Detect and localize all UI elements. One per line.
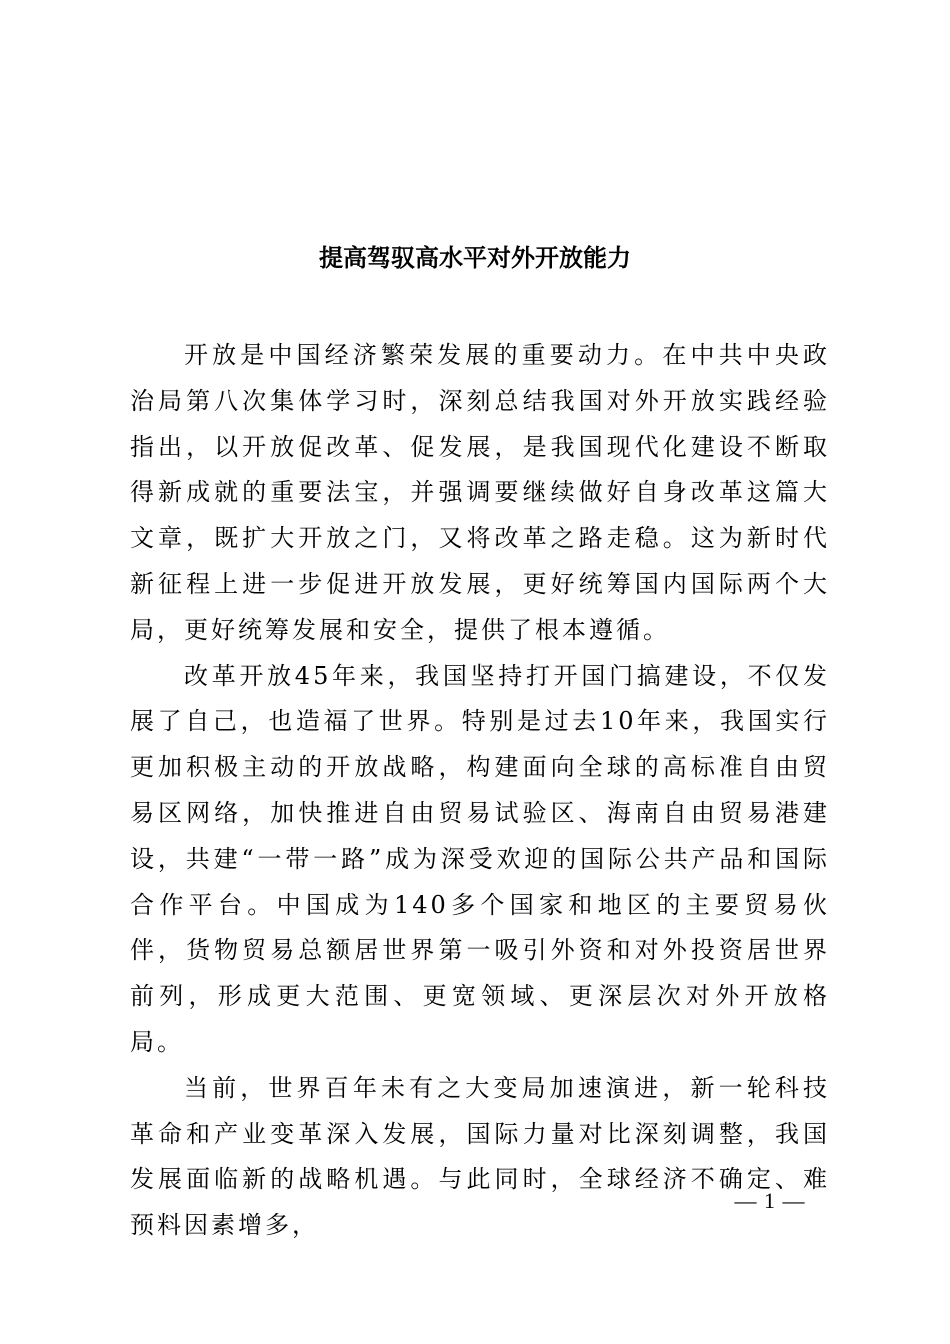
paragraph-2: 改革开放45年来，我国坚持打开国门搞建设，不仅发展了自己，也造福了世界。特别是过去10年来，我国实行更加积极主动的开放战略，构建面向全球的高标准自由贸易区网络，加快推进自由贸易试验区、海南自由贸易港建设，共建“一带一路”成为深受欢迎的国际公共产品和国际合作平台。中国成为140多个国家和地区的主要贸易伙伴，货物贸易总额居世界第一吸引外资和对外投资居世界前列，形成更大范围、更宽领域、更深层次对外开放格局。 <box>130 661 830 1056</box>
document-body <box>130 333 830 1249</box>
paragraph-3: 当前，世界百年未有之大变局加速演进，新一轮科技革命和产业变革深入发展，国际力量对比深刻调整，我国发展面临新的战略机遇。与此同时，全球经济不确定、难预料因素增多， <box>130 1073 830 1240</box>
paragraph-1: 开放是中国经济繁荣发展的重要动力。在中共中央政治局第八次集体学习时，深刻总结我国对外开放实践经验指出，以开放促改革、促发展，是我国现代化建设不断取得新成就的重要法宝，并强调要继续做好自身改革这篇大文章，既扩大开放之门，又将改革之路走稳。这为新时代新征程上进一步促进开放发展，更好统筹国内国际两个大局，更好统筹发展和安全，提供了根本遵循。 <box>130 341 830 644</box>
document-title: 提高驾驭高水平对外开放能力 <box>319 243 631 272</box>
page-number: — 1 — <box>734 1188 806 1213</box>
